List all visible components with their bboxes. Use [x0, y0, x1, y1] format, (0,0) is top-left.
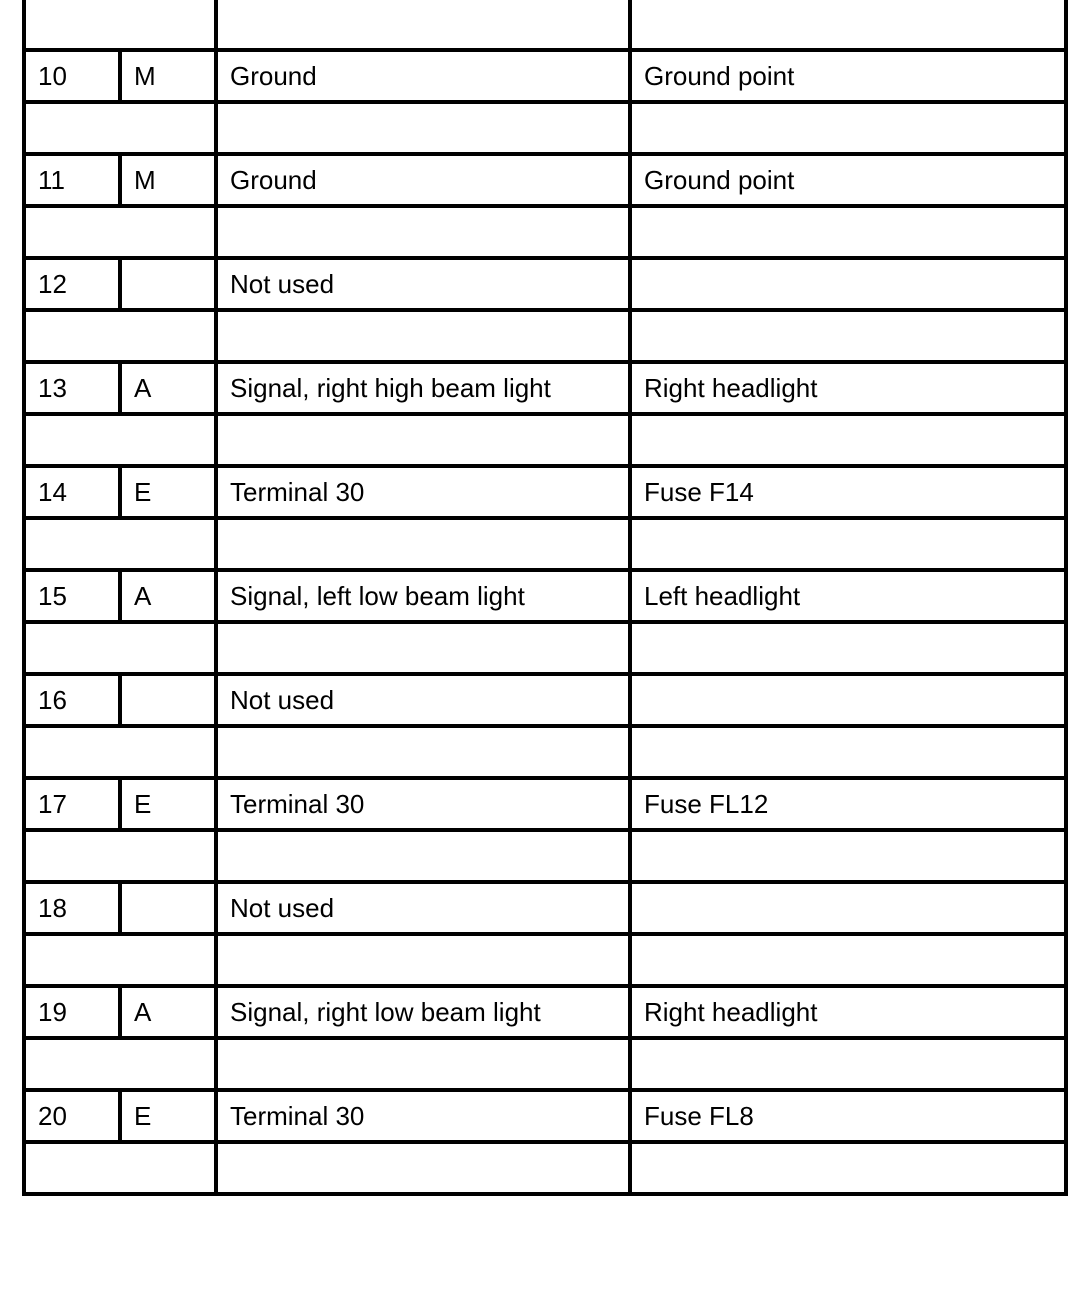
pin-connection: Right headlight: [630, 362, 1066, 414]
spacer-cell: [216, 102, 630, 154]
spacer-row: [24, 310, 1066, 362]
spacer-row: [24, 622, 1066, 674]
spacer-cell: [24, 414, 216, 466]
pin-type: M: [120, 154, 216, 206]
pin-description: Not used: [216, 674, 630, 726]
pin-description: Signal, right high beam light: [216, 362, 630, 414]
pin-connection: Fuse FL12: [630, 778, 1066, 830]
pin-connection: Ground point: [630, 50, 1066, 102]
spacer-cell: [216, 206, 630, 258]
table-row: [24, 258, 1066, 310]
spacer-row: [24, 1038, 1066, 1090]
spacer-cell: [216, 726, 630, 778]
pin-connection: [630, 258, 1066, 310]
pin-number: 19: [24, 986, 120, 1038]
pin-connection: Left headlight: [630, 570, 1066, 622]
spacer-cell: [216, 1038, 630, 1090]
pin-type: E: [120, 1090, 216, 1142]
table-row: [24, 50, 1066, 102]
table-row: [24, 570, 1066, 622]
pin-type: A: [120, 986, 216, 1038]
spacer-cell: [630, 934, 1066, 986]
spacer-cell: [216, 518, 630, 570]
spacer-cell: [630, 310, 1066, 362]
pin-type: E: [120, 778, 216, 830]
pin-description: Ground: [216, 50, 630, 102]
table-row: [24, 466, 1066, 518]
pin-table-body: [24, 0, 1066, 1194]
spacer-cell: [216, 414, 630, 466]
spacer-cell: [630, 414, 1066, 466]
spacer-cell: [216, 830, 630, 882]
pin-number: 18: [24, 882, 120, 934]
spacer-row: [24, 518, 1066, 570]
spacer-cell: [24, 518, 216, 570]
spacer-cell: [630, 102, 1066, 154]
pin-description: Terminal 30: [216, 1090, 630, 1142]
spacer-cell: [24, 0, 216, 50]
spacer-cell: [24, 622, 216, 674]
pin-type: [120, 882, 216, 934]
spacer-cell: [24, 830, 216, 882]
spacer-cell: [630, 830, 1066, 882]
pin-number: 14: [24, 466, 120, 518]
pin-number: 11: [24, 154, 120, 206]
spacer-row: [24, 102, 1066, 154]
pin-description: Terminal 30: [216, 466, 630, 518]
pin-type: E: [120, 466, 216, 518]
spacer-row: [24, 206, 1066, 258]
spacer-row: [24, 414, 1066, 466]
pin-number: 20: [24, 1090, 120, 1142]
spacer-row: [24, 726, 1066, 778]
pin-number: 10: [24, 50, 120, 102]
spacer-row: [24, 1142, 1066, 1194]
pin-assignment-table: [22, 0, 1068, 1196]
spacer-cell: [24, 726, 216, 778]
spacer-cell: [216, 622, 630, 674]
spacer-cell: [24, 1038, 216, 1090]
spacer-row: [24, 934, 1066, 986]
spacer-cell: [630, 726, 1066, 778]
spacer-cell: [630, 1142, 1066, 1194]
pin-type: [120, 258, 216, 310]
pin-type: A: [120, 570, 216, 622]
spacer-cell: [216, 1142, 630, 1194]
pin-connection: [630, 674, 1066, 726]
spacer-cell: [24, 102, 216, 154]
pin-description: Signal, right low beam light: [216, 986, 630, 1038]
table-row: [24, 1090, 1066, 1142]
spacer-cell: [630, 206, 1066, 258]
pin-number: 16: [24, 674, 120, 726]
spacer-row: [24, 830, 1066, 882]
spacer-cell: [216, 310, 630, 362]
pin-connection: [630, 882, 1066, 934]
pin-type: M: [120, 50, 216, 102]
spacer-cell: [24, 934, 216, 986]
spacer-cell: [630, 518, 1066, 570]
pin-connection: Fuse F14: [630, 466, 1066, 518]
table-row: [24, 778, 1066, 830]
pin-number: 17: [24, 778, 120, 830]
table-row: [24, 154, 1066, 206]
spacer-cell: [216, 0, 630, 50]
pin-description: Signal, left low beam light: [216, 570, 630, 622]
table-row: [24, 362, 1066, 414]
pin-connection: Fuse FL8: [630, 1090, 1066, 1142]
spacer-cell: [216, 934, 630, 986]
table-row: [24, 986, 1066, 1038]
pin-connection: Right headlight: [630, 986, 1066, 1038]
pin-number: 13: [24, 362, 120, 414]
pin-description: Not used: [216, 258, 630, 310]
pin-type: [120, 674, 216, 726]
spacer-row: [24, 0, 1066, 50]
table-row: [24, 674, 1066, 726]
spacer-cell: [24, 310, 216, 362]
pin-connection: Ground point: [630, 154, 1066, 206]
pin-number: 12: [24, 258, 120, 310]
pin-description: Ground: [216, 154, 630, 206]
table-row: [24, 882, 1066, 934]
spacer-cell: [630, 1038, 1066, 1090]
spacer-cell: [630, 622, 1066, 674]
spacer-cell: [630, 0, 1066, 50]
spacer-cell: [24, 206, 216, 258]
pin-description: Terminal 30: [216, 778, 630, 830]
pin-description: Not used: [216, 882, 630, 934]
spacer-cell: [24, 1142, 216, 1194]
pin-number: 15: [24, 570, 120, 622]
pin-type: A: [120, 362, 216, 414]
